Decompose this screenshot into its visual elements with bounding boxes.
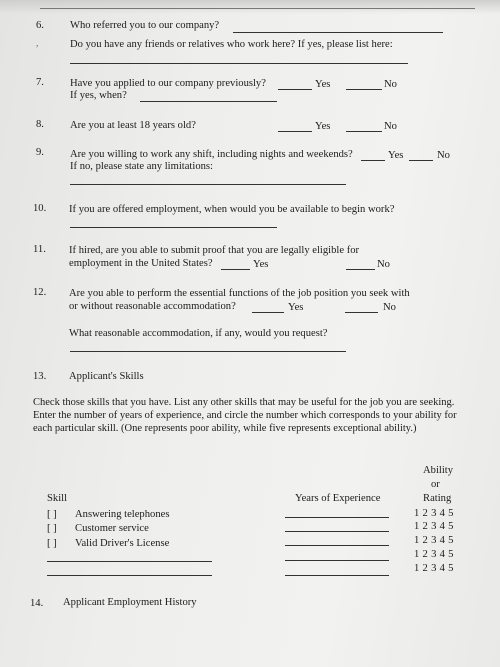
q9-no-blank[interactable]: [409, 160, 433, 161]
q9-limitations-line[interactable]: [70, 184, 346, 185]
rating-4[interactable]: 1 2 3 4 5: [414, 549, 454, 560]
q6-friends-line[interactable]: [70, 63, 408, 64]
q7-yes-blank[interactable]: [278, 89, 312, 90]
q9-text: Are you willing to work any shift, including nights and weekends?: [70, 149, 353, 160]
q12-accommodation-text: What reasonable accommodation, if any, would you request?: [69, 328, 328, 339]
q12-accommodation-line[interactable]: [70, 351, 346, 352]
q6-referral-line[interactable]: [233, 32, 443, 33]
q12-text-2: or without reasonable accommodation?: [69, 301, 236, 312]
q12-yes-label: Yes: [288, 302, 304, 313]
rating-header-2: or: [431, 479, 440, 490]
q8-no-label: No: [384, 121, 397, 132]
q8-text: Are you at least 18 years old?: [70, 120, 196, 131]
q14-number: 14.: [30, 598, 44, 609]
q11-no-blank[interactable]: [346, 269, 375, 270]
q12-number: 12.: [33, 287, 47, 298]
q9-no-label: No: [437, 150, 450, 161]
q9-number: 9.: [36, 147, 44, 158]
pencil-mark: ,: [36, 38, 39, 48]
q7-yes-label: Yes: [315, 79, 331, 90]
q7-number: 7.: [36, 77, 44, 88]
years-line-1[interactable]: [285, 517, 389, 518]
q13-number: 13.: [33, 371, 47, 382]
rating-2[interactable]: 1 2 3 4 5: [414, 521, 454, 532]
q12-no-blank[interactable]: [345, 312, 378, 313]
q11-yes-label: Yes: [253, 259, 269, 270]
q11-no-label: No: [377, 259, 390, 270]
q11-text-2: employment in the United States?: [69, 258, 213, 269]
rating-3[interactable]: 1 2 3 4 5: [414, 535, 454, 546]
q7-when-line[interactable]: [140, 101, 277, 102]
skill-name-3: Valid Driver's License: [75, 538, 170, 549]
skill-checkbox-2[interactable]: [ ]: [47, 523, 57, 534]
q6-friends-text: Do you have any friends or relatives who work here? If yes, please list here:: [70, 39, 393, 50]
q7-text: Have you applied to our company previously?: [70, 78, 266, 89]
q12-no-label: No: [383, 302, 396, 313]
skill-checkbox-1[interactable]: [ ]: [47, 509, 57, 520]
q12-text: Are you able to perform the essential functions of the job position you seek with: [69, 288, 410, 299]
rating-header-3: Rating: [423, 493, 452, 504]
q7-no-blank[interactable]: [346, 89, 382, 90]
years-line-3[interactable]: [285, 545, 389, 546]
q8-no-blank[interactable]: [346, 131, 382, 132]
skill-blank-line-4[interactable]: [47, 561, 212, 562]
rating-1[interactable]: 1 2 3 4 5: [414, 508, 454, 519]
skill-header: Skill: [47, 493, 68, 504]
q6-number: 6.: [36, 20, 44, 31]
q7-no-label: No: [384, 79, 397, 90]
q8-yes-label: Yes: [315, 121, 331, 132]
years-line-4[interactable]: [285, 560, 389, 561]
q7-when-text: If yes, when?: [70, 90, 127, 101]
q6-text: Who referred you to our company?: [70, 20, 220, 31]
q10-number: 10.: [33, 203, 47, 214]
q12-yes-blank[interactable]: [252, 312, 284, 313]
skill-checkbox-3[interactable]: [ ]: [47, 538, 57, 549]
q11-number: 11.: [33, 244, 46, 255]
q13-title: Applicant's Skills: [69, 371, 144, 382]
q9-limitations-text: If no, please state any limitations:: [70, 161, 213, 172]
q11-text: If hired, are you able to submit proof that you are legally eligible for: [69, 245, 360, 256]
q10-availability-line[interactable]: [70, 227, 277, 228]
q8-yes-blank[interactable]: [278, 131, 312, 132]
q11-yes-blank[interactable]: [221, 269, 250, 270]
q14-title: Applicant Employment History: [63, 597, 197, 608]
rating-header-1: Ability: [423, 465, 454, 476]
rating-5[interactable]: 1 2 3 4 5: [414, 563, 454, 574]
skill-name-2: Customer service: [75, 523, 149, 534]
q13-instructions: Check those skills that you have. List any other skills that may be useful for the job you are seeking. Enter the number of years of experience, and circle the number which corresponds to your ability for each particular skill. (One represents poor ability, while five represents exceptional ability.): [33, 397, 457, 434]
years-header: Years of Experience: [295, 493, 381, 504]
q9-yes-label: Yes: [388, 150, 404, 161]
q8-number: 8.: [36, 119, 44, 130]
q10-text: If you are offered employment, when would you be available to begin work?: [69, 204, 395, 215]
skill-blank-line-5[interactable]: [47, 575, 212, 576]
years-line-5[interactable]: [285, 575, 389, 576]
skill-name-1: Answering telephones: [75, 509, 170, 520]
page-shadow: [0, 0, 500, 14]
top-rule: [40, 8, 475, 9]
q9-yes-blank[interactable]: [361, 160, 385, 161]
years-line-2[interactable]: [285, 531, 389, 532]
